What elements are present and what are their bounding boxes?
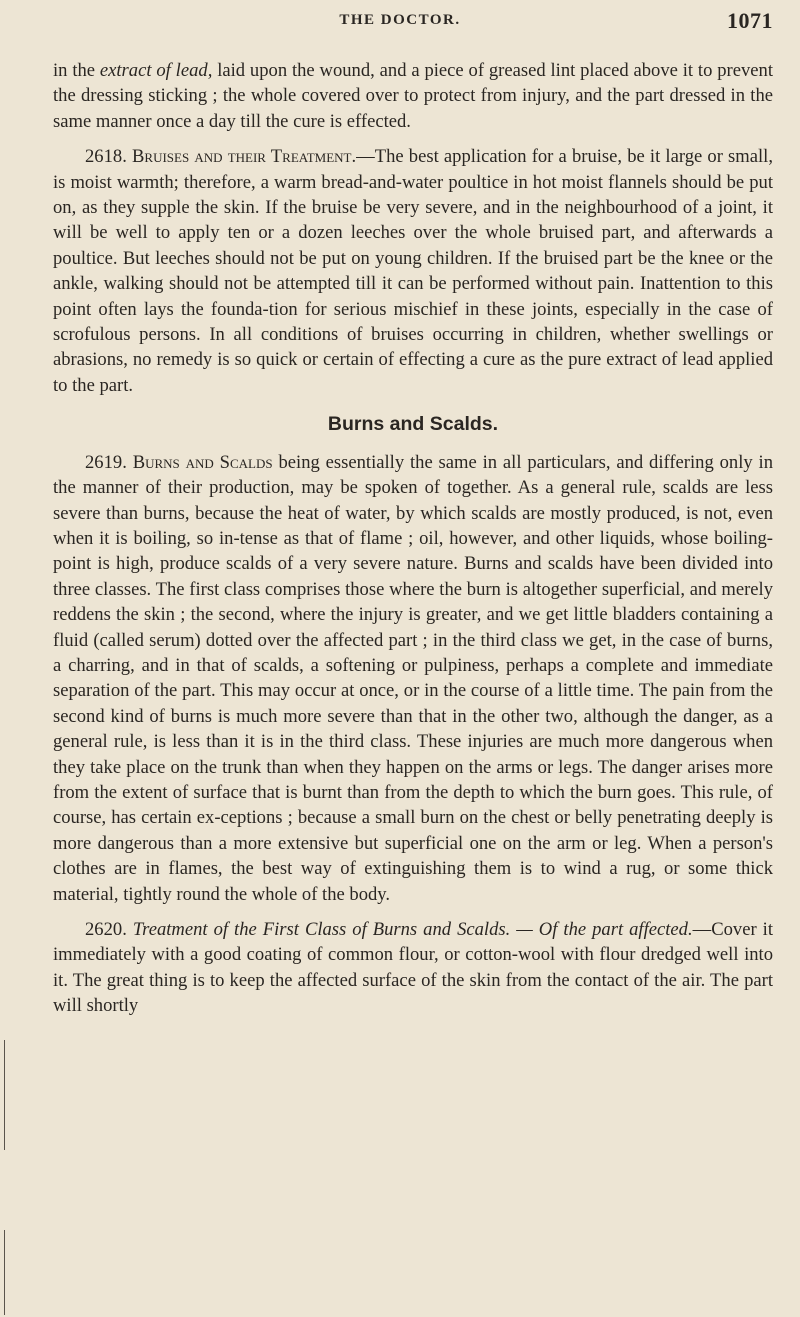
paragraph-number: 2619.: [85, 451, 127, 473]
body-text: [53, 58, 773, 1019]
running-head-title: THE DOCTOR.: [339, 12, 461, 28]
paragraph-title: Treatment of the First Class of Burns and Scalds. — Of the part affected.: [132, 919, 693, 940]
paragraph-number: 2620.: [85, 919, 127, 940]
page-edge-mark: [4, 1040, 5, 1150]
continuation-text: laid upon the wound, and a piece of greased lint placed above it to prevent the dressing sticking ; the whole covered over to protect from injury, and the part dressed in the same manner once a day till the cure is effected.: [53, 60, 774, 132]
paragraph-text: —Cover it immediately with a good coating of common flour, or cotton-wool with flour dredged well into it. The great thing is to keep the affected surface of the skin from the contact of the air. The part will shortly: [53, 919, 773, 1017]
paragraph-2620: [53, 917, 773, 1019]
paragraph-2618: [53, 144, 773, 398]
page-edge-mark: [4, 1230, 5, 1315]
paragraph-title: Burns and Scalds: [132, 451, 273, 473]
section-heading: Burns and Scalds.: [327, 413, 499, 436]
paragraph-title: Bruises and their Treatment.: [132, 146, 357, 168]
continuation-paragraph: [53, 58, 773, 134]
page-number: 1071: [727, 8, 773, 33]
paragraph-text: —The best application for a bruise, be it large or small, is moist warmth; therefore, a warm bread-and-water poultice in hot moist flannels should be put on, as they supple the skin. If the bruise be very severe, and in the neighbourhood of a joint, it will be well to apply ten or a dozen leeches over the whole bruised part, and afterwards a poultice. But leeches should not be put on young children. If the bruised part be the knee or the ankle, walking should not be attempted till it can be performed without pain. Inattention to this point often lays the founda-tion for serious mischief in these joints, especially in the case of scrofulous persons. In all conditions of bruises occurring in children, whether swellings or abrasions, no remedy is so quick or certain of effecting a cure as the pure extract of lead applied to the part.: [53, 146, 773, 396]
continuation-emphasis: extract of lead,: [99, 60, 213, 81]
paragraph-number: 2618.: [85, 146, 127, 168]
continuation-lead-in: in the: [53, 60, 100, 81]
paragraph-2619: [53, 450, 773, 907]
running-head: [0, 8, 800, 40]
paragraph-text: being essentially the same in all particulars, and differing only in the manner of their production, may be spoken of together. As a general rule, scalds are less severe than burns, because the heat of water, by which scalds are mostly produced, is not, even when it is boiling, so in-tense as that of flame ; oil, however, and other liquids, whose boiling-point is high, produce scalds of a very severe nature. Burns and scalds have been divided into three classes. The first class comprises those where the burn is altogether superficial, and merely reddens the skin ; the second, where the injury is greater, and we get little bladders containing a fluid (called serum) dotted over the affected part ; in the third class we get, in the case of burns, a charring, and in that of scalds, a softening or pulpiness, perhaps a complete and immediate separation of the part. This may occur at once, or in the course of a little time. The pain from the second kind of burns is much more severe than that in the other two, although the danger, as a general rule, is less than it is in the third class. These injuries are much more dangerous when they take place on the trunk than when they happen on the arms or legs. The danger arises more from the extent of surface that is burnt than from the depth to which the burn goes. This rule, of course, has certain ex-ceptions ; because a small burn on the chest or belly penetrating deeply is more dangerous than a more extensive but superficial one on the arm or leg. When a person's clothes are in flames, the best way of extinguishing them is to wind a rug, or some thick material, tightly round the whole of the body.: [53, 451, 773, 905]
